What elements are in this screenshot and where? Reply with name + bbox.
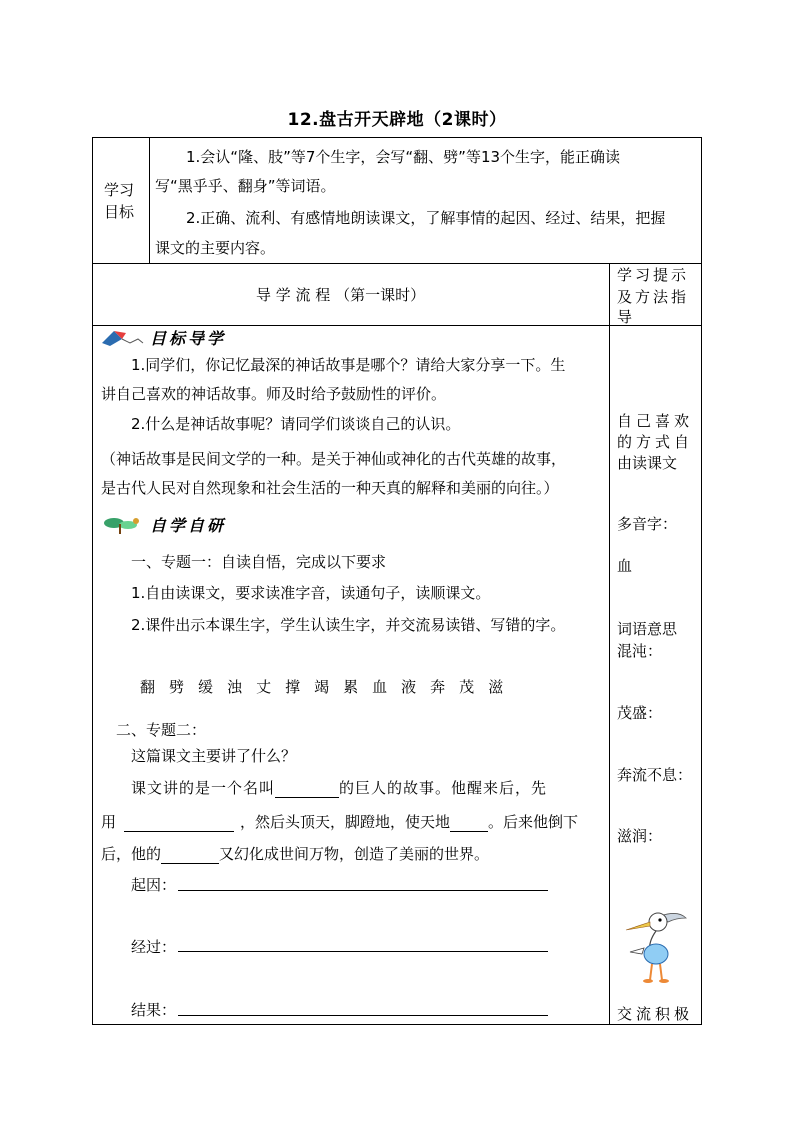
fill-line-2: 用 ，然后头顶天，脚蹬地，使天地 。后来他倒下 bbox=[101, 813, 579, 831]
side-read-line1: 自己喜欢 bbox=[617, 412, 694, 430]
side-vocab-4: 滋润： bbox=[617, 827, 663, 845]
side-bottom: 交流积极 bbox=[617, 1005, 694, 1023]
question: 这篇课文主要讲了什么？ bbox=[131, 747, 297, 765]
goal-guide-logo-text: 目标导学 bbox=[150, 329, 227, 348]
char: 竭 bbox=[314, 678, 330, 696]
kite-icon bbox=[100, 329, 144, 347]
goal-2-line1: 2.正确、流利、有感情地朗读课文，了解事情的起因、经过、结果，把握 bbox=[186, 209, 666, 227]
plant-icon bbox=[100, 515, 144, 535]
cause-answer-line[interactable] bbox=[178, 890, 548, 891]
cause-label: 起因： bbox=[131, 876, 177, 894]
goals-label-line2: 目标 bbox=[104, 203, 135, 221]
process-label: 经过： bbox=[131, 938, 177, 956]
goals-label-line1: 学习 bbox=[104, 181, 135, 199]
fill-line-3: 后，他的 又幻化成世间万物，创造了美丽的世界。 bbox=[101, 845, 490, 863]
name-blank[interactable] bbox=[275, 781, 339, 798]
tips-heading-line3: 导 bbox=[617, 308, 633, 326]
s1-p1-line1: 1.同学们，你记忆最深的神话故事是哪个？请给大家分享一下。生 bbox=[131, 356, 566, 374]
self-study-logo-text: 自学自研 bbox=[150, 516, 227, 535]
char: 丈 bbox=[256, 678, 272, 696]
process-answer-line[interactable] bbox=[178, 951, 548, 952]
tips-heading-line2: 及方法指 bbox=[617, 288, 690, 306]
goals-divider bbox=[149, 137, 150, 264]
side-vocab-1: 混沌： bbox=[617, 642, 663, 660]
table-border-bottom bbox=[92, 1024, 702, 1025]
char: 浊 bbox=[227, 678, 243, 696]
s1-p1-line2: 讲自己喜欢的神话故事。师及时给予鼓励性的评价。 bbox=[101, 385, 447, 403]
side-vocab-2: 茂盛： bbox=[617, 704, 663, 722]
char: 翻 bbox=[140, 678, 156, 696]
side-polyphone: 多音字： bbox=[617, 515, 678, 533]
char: 奔 bbox=[430, 678, 446, 696]
char: 劈 bbox=[169, 678, 185, 696]
row-divider-1 bbox=[92, 263, 702, 264]
new-characters bbox=[140, 677, 503, 697]
char: 血 bbox=[372, 678, 388, 696]
self-study-logo bbox=[100, 513, 226, 536]
result-answer-line[interactable] bbox=[178, 1015, 548, 1016]
result-blank[interactable] bbox=[450, 815, 488, 832]
column-divider bbox=[609, 263, 610, 1025]
table-border-top bbox=[92, 137, 702, 138]
side-read-line3: 由读课文 bbox=[617, 454, 678, 472]
requirement-2: 2.课件出示本课生字，学生认读生字，并交流易读错、写错的字。 bbox=[131, 616, 566, 634]
side-polyphone-char: 血 bbox=[617, 557, 633, 575]
goal-1-line1: 1.会认“隆、肢”等7个生字，会写“翻、劈”等13个生字，能正确读 bbox=[186, 148, 621, 166]
tips-heading-line1: 学习提示 bbox=[617, 266, 690, 284]
goal-guide-logo bbox=[100, 326, 226, 349]
goal-2-line2: 课文的主要内容。 bbox=[155, 239, 276, 257]
flow-heading: 导 学 流 程 （第一课时） bbox=[256, 286, 426, 304]
crane-mascot-icon bbox=[620, 908, 688, 984]
char: 缓 bbox=[198, 678, 214, 696]
side-vocab-title: 词语意思 bbox=[617, 620, 678, 638]
topic-1: 一、专题一：自读自悟，完成以下要求 bbox=[131, 553, 387, 571]
page-title: 12.盘古开天辟地（2课时） bbox=[287, 110, 507, 130]
s1-p2: 2.什么是神话故事呢？请同学们谈谈自己的认识。 bbox=[131, 415, 461, 433]
side-vocab-3: 奔流不息： bbox=[617, 766, 693, 784]
char: 撑 bbox=[285, 678, 301, 696]
side-read-line2: 的方式自 bbox=[617, 433, 694, 451]
requirement-1: 1.自由读课文，要求读准字音，读通句子，读顺课文。 bbox=[131, 584, 491, 602]
goal-1-line2: 写“黑乎乎、翻身”等词语。 bbox=[155, 177, 336, 195]
table-border-left bbox=[92, 137, 93, 1025]
s1-p3-line1: （神话故事是民间文学的一种。是关于神仙或神化的古代英雄的故事， bbox=[101, 450, 567, 468]
char: 滋 bbox=[488, 678, 504, 696]
char: 累 bbox=[343, 678, 359, 696]
table-border-right bbox=[701, 137, 702, 1025]
body-blank[interactable] bbox=[161, 847, 219, 864]
s1-p3-line2: 是古代人民对自然现象和社会生活的一种天真的解释和美丽的向往。） bbox=[101, 479, 559, 497]
fill-line-1: 课文讲的是一个名叫 的巨人的故事。他醒来后，先 bbox=[131, 779, 548, 797]
result-label: 结果： bbox=[131, 1001, 177, 1019]
topic-2: 二、专题二： bbox=[116, 721, 207, 739]
char: 液 bbox=[401, 678, 417, 696]
char: 茂 bbox=[459, 678, 475, 696]
tool-blank[interactable] bbox=[124, 815, 234, 832]
